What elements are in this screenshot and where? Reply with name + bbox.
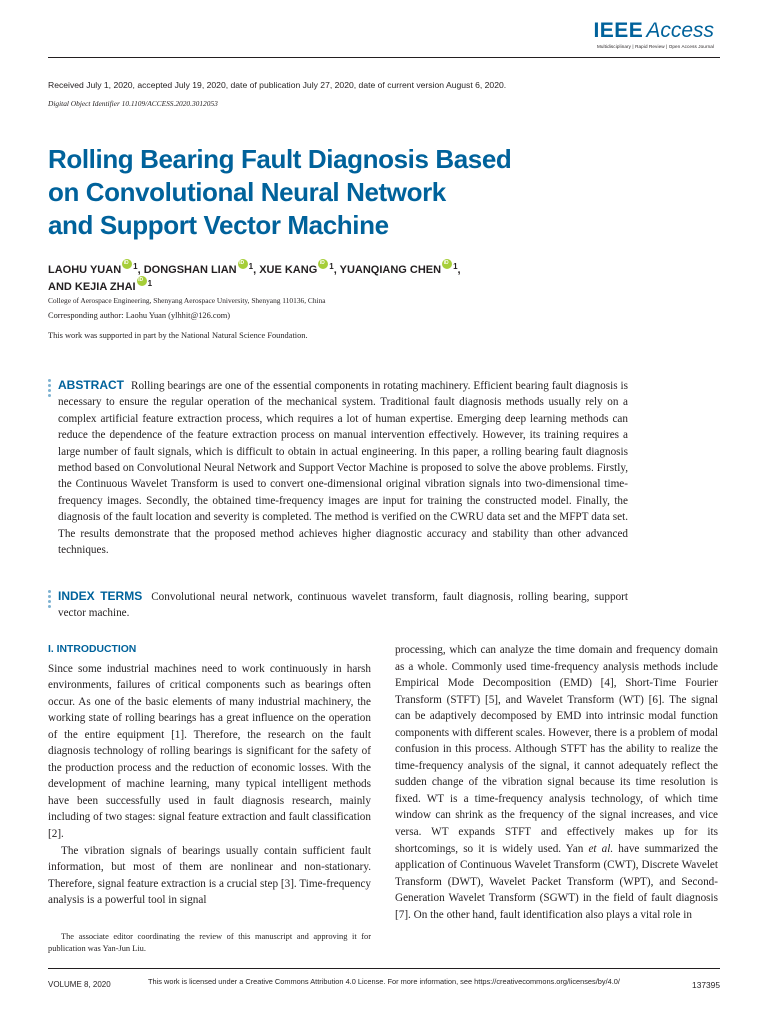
- author-separator: ,: [137, 264, 141, 276]
- index-terms-body: [58, 588, 628, 622]
- abstract-heading: ABSTRACT: [58, 378, 124, 392]
- section-heading-introduction: I. INTRODUCTION: [48, 644, 137, 655]
- logo-ieee-text: IEEE: [593, 19, 644, 42]
- affiliation-marker: 1: [133, 262, 138, 271]
- footer-volume: VOLUME 8, 2020: [48, 980, 111, 989]
- affiliation: College of Aerospace Engineering, Shenyang Aerospace University, Shenyang 110136, China: [48, 296, 326, 305]
- author-name: DONGSHAN LIAN: [143, 264, 237, 276]
- title-line: on Convolutional Neural Network: [48, 177, 446, 207]
- title-line: and Support Vector Machine: [48, 210, 389, 240]
- orcid-icon[interactable]: [137, 276, 147, 286]
- header-divider: [48, 57, 720, 58]
- editor-footnote: [48, 931, 371, 954]
- author-name: LAOHU YUAN: [48, 264, 122, 276]
- footer-license: This work is licensed under a Creative Commons Attribution 4.0 License. For more information, see https://creativecommons.org/licenses/by/4.0/: [148, 977, 620, 986]
- footnote-text: The associate editor coordinating the review of this manuscript and approving it for publication was Yan-Jun Liu.: [48, 932, 371, 953]
- logo-access-text: Access: [646, 19, 714, 42]
- author-separator: ,: [253, 264, 257, 276]
- journal-logo: [593, 20, 714, 49]
- paper-title: [48, 143, 568, 242]
- affiliation-marker: 1: [147, 279, 153, 288]
- intro-paragraph: The vibration signals of bearings usually contain sufficient fault information, but most of them are nonlinear and non-stationary. Therefore, signal feature extraction is a crucial step [3]. Time-frequency analysis is a powerful tool in signal: [48, 844, 371, 907]
- author-separator: ,: [457, 264, 461, 276]
- orcid-icon[interactable]: [442, 259, 452, 269]
- received-dates: Received July 1, 2020, accepted July 19, 2020, date of publication July 27, 2020, date of current version August 6, 2020.: [48, 80, 507, 90]
- orcid-icon[interactable]: [318, 259, 328, 269]
- left-column: [48, 642, 371, 909]
- abstract-body: [58, 377, 628, 558]
- author-list: [48, 262, 568, 296]
- funding-note: This work was supported in part by the National Natural Science Foundation.: [48, 331, 308, 340]
- author-name: XUE KANG: [259, 264, 318, 276]
- title-line: Rolling Bearing Fault Diagnosis Based: [48, 144, 512, 174]
- author-name: YUANQIANG CHEN: [339, 264, 442, 276]
- index-terms-heading: INDEX TERMS: [58, 589, 143, 603]
- corresponding-author: Corresponding author: Laohu Yuan (ylhhit@126.com): [48, 311, 231, 320]
- dots-icon: [48, 379, 52, 399]
- abstract-section: [48, 377, 628, 558]
- abstract-text: Rolling bearings are one of the essential components in rotating machinery. Efficient bearing fault diagnosis is necessary to ensure the regular operation of the mechanical system. Traditional fault diagnosis methods usually rely on a complex artificial feature extraction process, which requires a lot of human expertise. Emerging deep learning methods can reduce the dependence of the feature extraction process on manual intervention effectively. However, its training requires a large number of fault signals, which is difficult to obtain in actual engineering. In this paper, a rolling bearing fault diagnosis method based on Convolutional Neural Network and Support Vector Machine is proposed to solve the above problems. Firstly, the Continuous Wavelet Transform is used to convert one-dimensional original vibration signals into two-dimensional time-frequency images. Secondly, the obtained time-frequency images are input for training the constructed model. Finally, the diagnosis of the fault location and severity is completed. The method is verified on the CWRU data set and the MFPT data set. The results demonstrate that the proposed method achieves higher diagnostic accuracy and stability than other advanced techniques.: [58, 380, 629, 557]
- footer-divider: [48, 968, 720, 969]
- intro-paragraph: Since some industrial machines need to work continuously in harsh environments, failures of critical components such as bearings often occur. As one of the basic elements of many industrial machinery, the working state of rolling bearings has a great influence on the operation of the entire equipment [1]. Therefore, the research on the fault diagnosis technology of rolling bearings is significant for the safety of the production process and the reduction of economic losses. With the development of machine learning, many typical intelligent methods have been successfully used in fault diagnosis research, mainly including of two stages: signal feature extraction and fault classification [2].: [48, 662, 371, 841]
- intro-text: have summarized the application of Continuous Wavelet Transform (CWT), Discrete Wavelet Transform (DWT), Wavelet Packet Transform (WPT), and Second-Generation Wavelet Transform (SGWT) in the field of fault diagnosis [7]. On the other hand, fault identification also plays a vital role in: [395, 842, 718, 921]
- orcid-icon[interactable]: [122, 259, 132, 269]
- intro-text-italic: et al.: [588, 842, 614, 855]
- author-name: AND KEJIA ZHAI: [48, 281, 136, 293]
- page-number: 137395: [692, 980, 720, 990]
- intro-paragraph: [395, 642, 718, 923]
- index-terms-text: Convolutional neural network, continuous wavelet transform, fault diagnosis, rolling bearing, support vector machine.: [58, 591, 628, 620]
- index-terms-section: [48, 588, 628, 622]
- logo-tagline: Multidisciplinary | Rapid Review | Open Access Journal: [596, 44, 714, 49]
- right-column: [395, 642, 718, 923]
- intro-text: processing, which can analyze the time domain and frequency domain as a whole. Commonly used time-frequency analysis methods include Empirical Mode Decomposition (EMD) [4], Short-Time Fourier Transform (STFT) [5], and Wavelet Transform (WT) [6]. The signal can be adaptively decomposed by EMD into intrinsic modal function components with different scales. However, there is a problem of modal confusion in this process. Although STFT has the ability to realize the time-frequency analysis of the signal, it cannot adequately reflect the sudden change of the vibration signal because its time resolution is fixed. WT is a time-frequency analysis technology, of which time window can shrink as the frequency of the signal increases, and vice versa. WT expands STFT and effectively makes up for its shortcomings, so it is widely used. Yan: [395, 644, 718, 855]
- dots-icon: [48, 590, 52, 610]
- author-separator: ,: [333, 264, 337, 276]
- affiliation-marker: 1: [453, 262, 458, 271]
- affiliation-marker: 1: [248, 262, 254, 271]
- orcid-icon[interactable]: [238, 259, 248, 269]
- doi-line: Digital Object Identifier 10.1109/ACCESS.2020.3012053: [48, 99, 218, 108]
- affiliation-marker: 1: [329, 262, 334, 271]
